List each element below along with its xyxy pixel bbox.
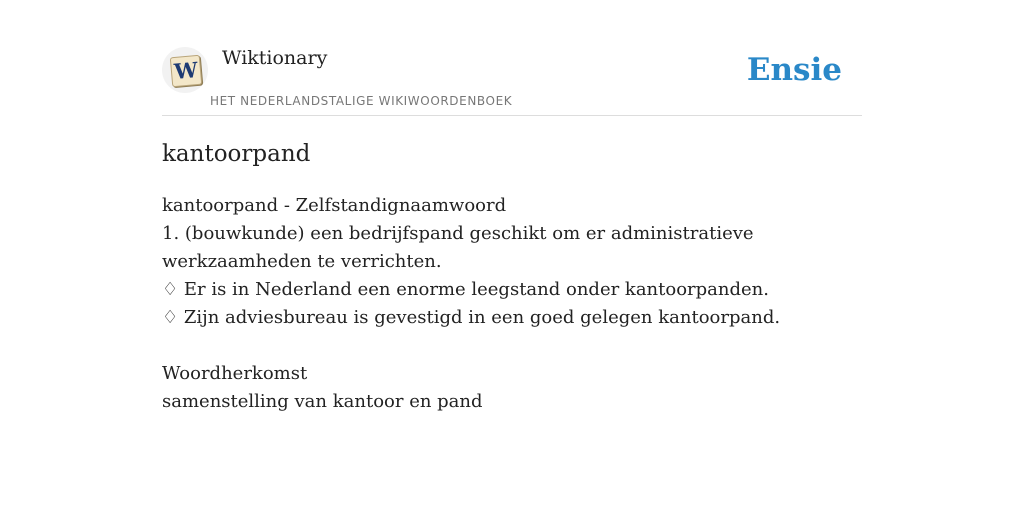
etymology-heading: Woordherkomst bbox=[162, 363, 308, 384]
page-title: kantoorpand bbox=[162, 141, 311, 167]
header bbox=[162, 0, 862, 116]
part-of-speech-line: kantoorpand - Zelfstandignaamwoord bbox=[162, 195, 507, 216]
definition: 1. (bouwkunde) een bedrijfspand geschikt om er administratieve werkzaamheden te verrichten. bbox=[162, 223, 754, 272]
example-sentence: ♢ Er is in Nederland een enorme leegstand onder kantoorpanden. bbox=[162, 279, 769, 300]
ensie-brand-link[interactable]: Ensie bbox=[746, 52, 842, 88]
etymology-text: samenstelling van kantoor en pand bbox=[162, 391, 483, 412]
page-container bbox=[162, 0, 862, 412]
example-sentence: ♢ Zijn adviesbureau is gevestigd in een goed gelegen kantoorpand. bbox=[162, 307, 781, 328]
spacer bbox=[162, 332, 862, 360]
site-name[interactable]: Wiktionary bbox=[222, 47, 328, 69]
entry-content bbox=[162, 192, 862, 416]
site-tagline: HET NEDERLANDSTALIGE WIKIWOORDENBOEK bbox=[210, 94, 513, 108]
wiktionary-logo-icon[interactable] bbox=[162, 47, 208, 93]
logo-tile: W bbox=[170, 55, 203, 88]
